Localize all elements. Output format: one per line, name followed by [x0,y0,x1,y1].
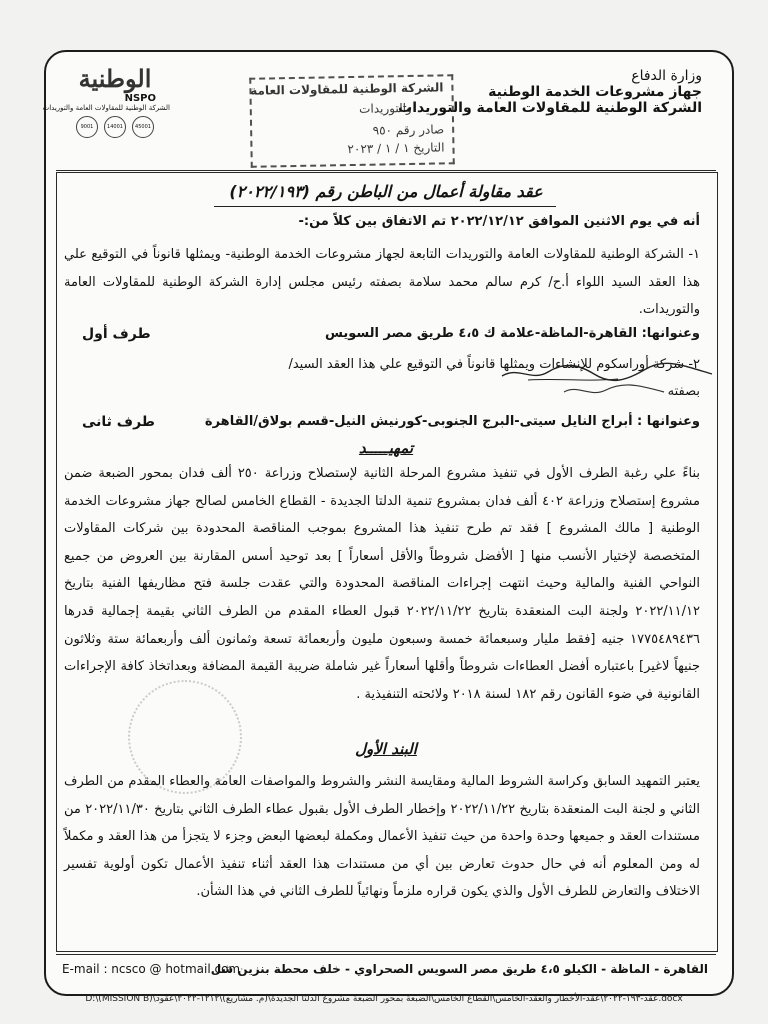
clause-one-heading: البند الأول [355,740,417,758]
preamble-text: بناءً علي رغبة الطرف الأول في تنفيذ مشروع المرحلة الثانية لإستصلاح وزراعة ٢٥٠ ألف فدان بمحور الضبعة ضمن مشروع إستصلاح وزراعة ٤٠٢ ألف فدان بمشروع تنمية الدلتا الجديدة - القطاع الخامس لصالح جهاز مشروعات الخدمة الوطنية [ مالك المشروع ] فقد تم طرح تنفيذ هذا المشروع بموجب المناقصة المحدودة بين شركات المقاولات المتخصصة لإختيار الأنسب منها [ الأفضل شروطاً والأقل أسعاراً ] بعد توحيد أسس المقارنة بين العروض من جميع النواحي الفنية والمالية وحيث انتهت إجراءات المناقصة المحدودة والتي عقدت جلسة فتح مظاريفها الفنية بتاريخ ٢٠٢٢/١١/١٢ ولجنة البت المنعقدة بتاريخ ٢٠٢٢/١١/٢٢ قبول العطاء المقدم من الطرف الثاني بقيمة إجمالية قدرها ١٧٧٥٤٨٩٤٣٦ جنيه [فقط مليار وسبعمائة خمسة وسبعون مليون وأربعمائة تسعة وثمانون ألف وأربعمائة ستة وثلاثون جنيهاً لاغير] باعتباره أفضل العطاءات شروطاً وأقلها أسعاراً غير شاملة ضريبة القيمة المضافة وبعداتخاذ كافة الإجراءات القانونية في ضوء القانون رقم ١٨٢ لسنة ٢٠١٨ ولائحته التنفيذية . [64,466,701,702]
agency-name: جهاز مشروعات الخدمة الوطنية [488,84,702,100]
capacity-handwriting [560,380,670,402]
second-party-label: طرف ثانى [82,414,155,430]
contract-intro: أنه في يوم الاثنين الموافق ٢٠٢٢/١٢/١٢ تم الاتفاق بين كلاً من:- [298,214,700,229]
contract-title: عقد مقاولة أعمال من الباطن رقم (٢٠٢٢/١٩٣) [229,182,543,201]
logo-abbreviation: NSPO [124,93,156,104]
first-party-label: طرف أول [82,326,151,342]
iso-certificates [60,116,170,138]
stamp-company: الشركة الوطنية للمقاولات العامة [250,80,444,98]
second-party-capacity: بصفته [667,384,700,399]
footer-address: القاهرة - الماظة - الكيلو ٤،٥ طريق مصر السويس الصحراوي - خلف محطة بنزين شل [210,962,708,976]
header-divider [56,170,716,171]
first-party-address: وعنوانها: القاهرة-الماظة-علامة ك ٤،٥ طريق مصر السويس [324,326,700,341]
company-name: الشركة الوطنية للمقاولات العامة والتوريدات [398,100,702,116]
file-path: D:\(MISSION B)\عقد-١٩٣-٢٠٢٢\عقد-الأخطار والعقد-الخامس\القطاع الخامس\الضبعة بمحور الضبعة مشروع الدلتا الجديدة\(م. مشاريع)\١٢١٢-٢٠٢٢\عقود.docx [85,994,683,1004]
second-party-text: ٢- شركة أوراسكوم للإنشاءات ويمثلها قانوناً في التوقيع علي هذا العقد السيد/ [288,357,700,372]
ministry-name: وزارة الدفاع [631,68,702,84]
footer-email: E-mail : ncsco @ hotmail.com [62,962,241,976]
iso-45001-icon: 45001 [132,116,154,138]
logo-wordmark: الوطنية [78,64,152,93]
preamble-heading: تمهيـــــد [358,439,414,457]
title-underline [214,206,556,207]
clause-one-text: يعتبر التمهيد السابق وكراسة الشروط المالية ومقايسة النشر والشروط والمواصفات العامة والعطاء المقدم من الطرف الثاني و لجنة البت المنعقدة بتاريخ ٢٠٢٢/١١/٢٢ وإخطار الطرف الأول بقبول عطاء الطرف الثاني بتاريخ ٢٠٢٢/١١/٣٠ من مستندات العقد و جميعها وحدة واحدة من حيث تنفيذ الأعمال ومكملة لبعضها البعض وجزء لا يتجزأ من هذا العقد و مكملاً له ومن المعلوم أنه في حال حدوث تعارض بين أي من مستندات هذا العقد أثناء تنفيذ الأعمال تكون أولوية تفسير الاختلاف والتعارض للطرف الأول والذي يكون قراره ملزماً ونهائياً للطرف الثاني في هذا الشأن. [64,774,701,900]
iso-9001-icon: 9001 [76,116,98,138]
first-party-text: ١- الشركة الوطنية للمقاولات العامة والتوريدات التابعة لجهاز مشروعات الخدمة الوطنية- ويمثلها قانوناً في التوقيع علي هذا العقد السيد اللواء أ.ح/ كرم سالم محمد سلامة بصفته رئيس مجلس إدارة الشركة الوطنية للمقاولات العامة والتوريدات. [64,247,700,318]
second-party-address: وعنوانها : أبراج النايل سيتى-البرج الجنوبى-كورنيش النيل-قسم بولاق/القاهرة [204,414,700,429]
iso-14001-icon: 14001 [104,116,126,138]
outgoing-stamp [249,74,455,168]
logo-subtitle: الشركة الوطنية للمقاولات العامة والتوريدات [42,104,170,112]
company-logo [42,64,170,138]
stamp-company-2: والتوريدات [358,100,412,116]
stamp-date: التاريخ ١ / ١ / ٢٠٢٣ [347,140,445,157]
stamp-number: صادر رقم ٩٥٠ [372,122,445,138]
